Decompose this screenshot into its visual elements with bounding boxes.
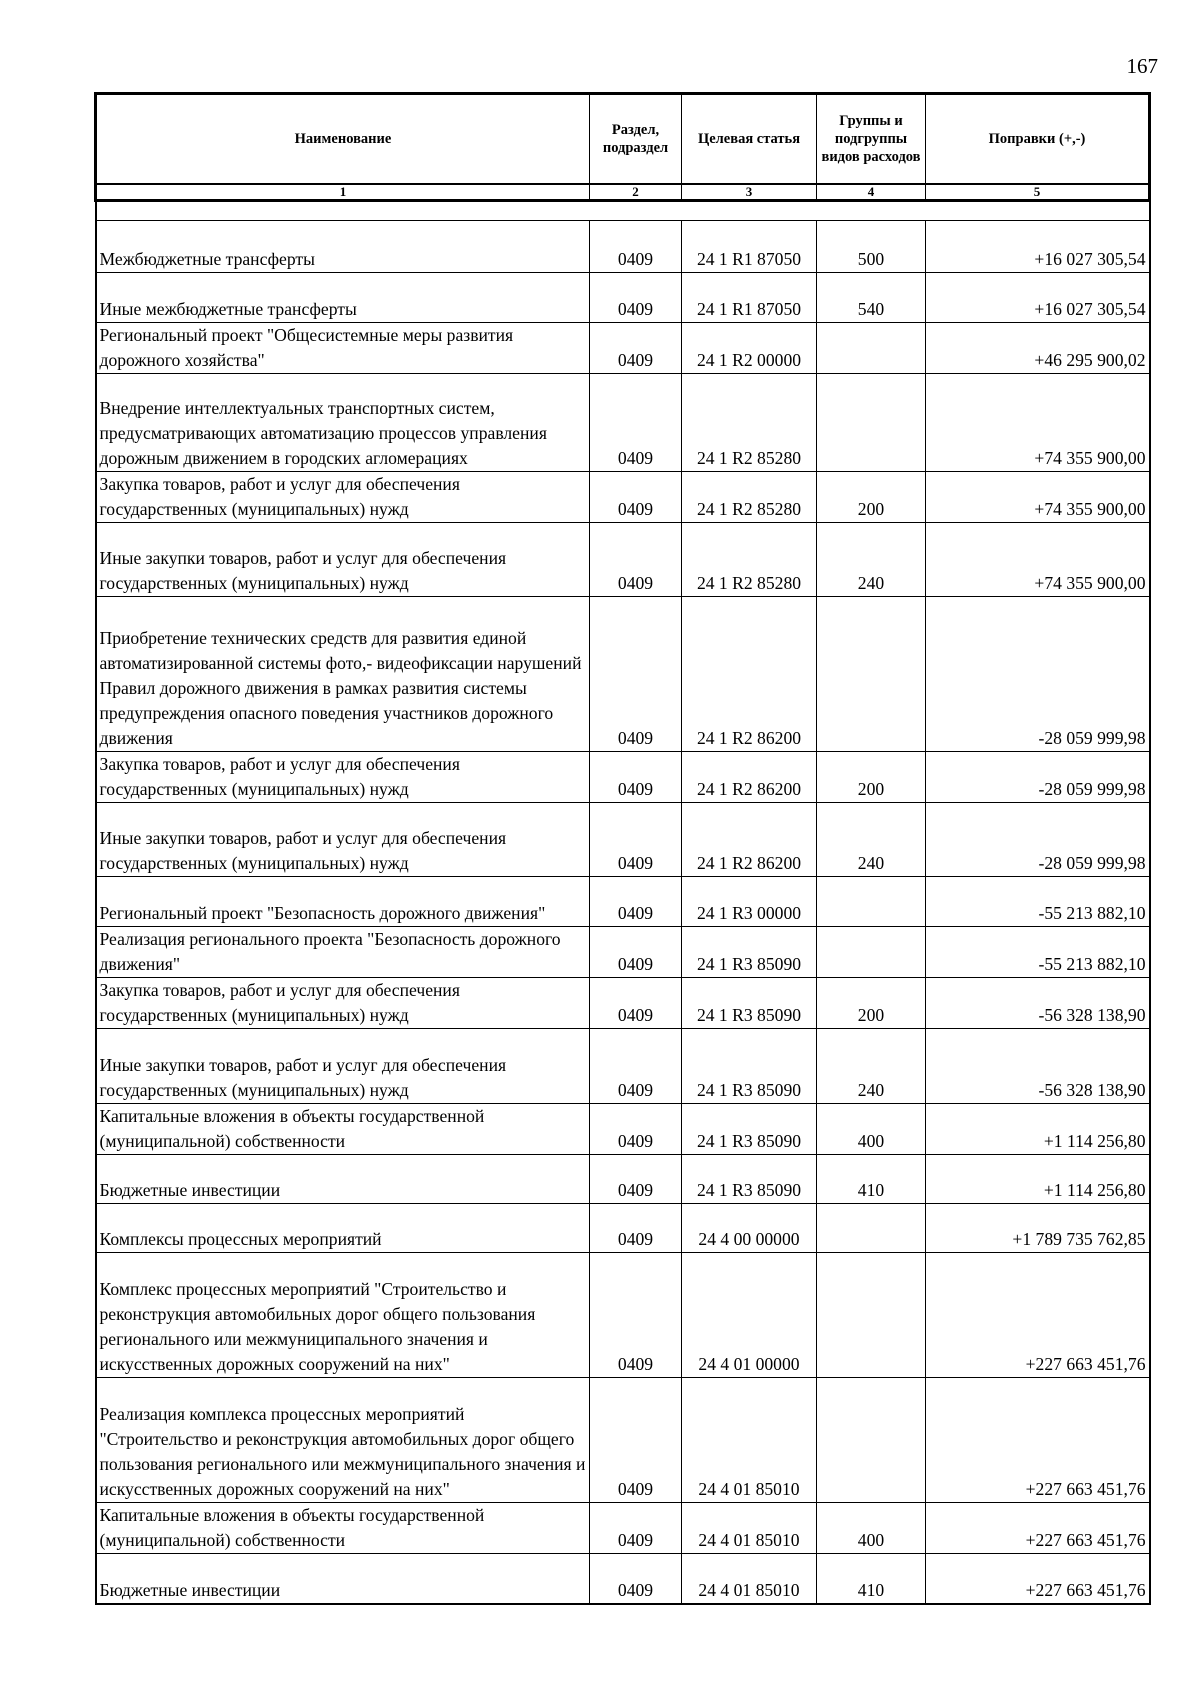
row-group [817, 374, 926, 472]
row-section: 0409 [590, 472, 682, 523]
row-article: 24 4 01 85010 [682, 1378, 817, 1503]
row-name: Внедрение интеллектуальных транспортных систем, предусматривающих автоматизацию процессов управления дорожным движением в городских агломерациях [96, 374, 590, 472]
row-section: 0409 [590, 927, 682, 978]
table-row [96, 323, 1150, 374]
row-section: 0409 [590, 877, 682, 927]
row-amount: +74 355 900,00 [926, 374, 1150, 472]
table-row [96, 374, 1150, 472]
row-article: 24 1 R3 85090 [682, 978, 817, 1029]
row-name: Иные закупки товаров, работ и услуг для обеспечения государственных (муниципальных) нужд [96, 1029, 590, 1104]
table-header-row [96, 94, 1150, 185]
row-amount: +227 663 451,76 [926, 1554, 1150, 1604]
row-section: 0409 [590, 273, 682, 323]
table-row [96, 803, 1150, 877]
row-section: 0409 [590, 523, 682, 597]
table-row [96, 752, 1150, 803]
row-amount: +16 027 305,54 [926, 221, 1150, 273]
row-group [817, 1253, 926, 1378]
row-article: 24 1 R2 86200 [682, 597, 817, 752]
header-amendments: Поправки (+,-) [926, 94, 1150, 185]
row-name: Капитальные вложения в объекты государственной (муниципальной) собственности [96, 1104, 590, 1155]
row-group [817, 1204, 926, 1253]
table-row [96, 978, 1150, 1029]
row-group: 240 [817, 803, 926, 877]
row-section: 0409 [590, 597, 682, 752]
row-name: Закупка товаров, работ и услуг для обеспечения государственных (муниципальных) нужд [96, 978, 590, 1029]
header-spacer [96, 201, 1150, 221]
row-section: 0409 [590, 1253, 682, 1378]
row-section: 0409 [590, 374, 682, 472]
table-row [96, 1204, 1150, 1253]
row-article: 24 1 R2 86200 [682, 803, 817, 877]
row-amount: -28 059 999,98 [926, 803, 1150, 877]
table-row [96, 597, 1150, 752]
column-number: 4 [817, 184, 926, 201]
row-section: 0409 [590, 978, 682, 1029]
table-row [96, 1253, 1150, 1378]
header-article: Целевая статья [682, 94, 817, 185]
row-article: 24 4 01 85010 [682, 1554, 817, 1604]
row-article: 24 1 R3 85090 [682, 1029, 817, 1104]
table-row [96, 1104, 1150, 1155]
row-name: Иные закупки товаров, работ и услуг для обеспечения государственных (муниципальных) нужд [96, 803, 590, 877]
row-section: 0409 [590, 1378, 682, 1503]
row-section: 0409 [590, 803, 682, 877]
row-article: 24 1 R1 87050 [682, 273, 817, 323]
row-article: 24 1 R3 85090 [682, 927, 817, 978]
row-article: 24 1 R2 85280 [682, 374, 817, 472]
row-amount: -56 328 138,90 [926, 978, 1150, 1029]
row-group: 500 [817, 221, 926, 273]
row-group: 410 [817, 1554, 926, 1604]
row-group: 540 [817, 273, 926, 323]
column-number: 1 [96, 184, 590, 201]
row-amount: +227 663 451,76 [926, 1253, 1150, 1378]
row-amount: -55 213 882,10 [926, 927, 1150, 978]
row-amount: +227 663 451,76 [926, 1378, 1150, 1503]
table-row [96, 523, 1150, 597]
row-article: 24 1 R2 00000 [682, 323, 817, 374]
table-body [96, 201, 1150, 1604]
row-name: Комплекс процессных мероприятий "Строительство и реконструкция автомобильных дорог общего пользования регионального или межмуниципального значения и искусственных дорожных сооружений на них" [96, 1253, 590, 1378]
row-name: Региональный проект "Общесистемные меры развития дорожного хозяйства" [96, 323, 590, 374]
row-group: 400 [817, 1503, 926, 1554]
row-group [817, 1378, 926, 1503]
row-article: 24 1 R1 87050 [682, 221, 817, 273]
row-group: 200 [817, 978, 926, 1029]
table-row [96, 927, 1150, 978]
column-number: 5 [926, 184, 1150, 201]
row-group: 240 [817, 1029, 926, 1104]
row-name: Иные межбюджетные трансферты [96, 273, 590, 323]
row-name: Межбюджетные трансферты [96, 221, 590, 273]
table-row [96, 221, 1150, 273]
row-amount: +1 789 735 762,85 [926, 1204, 1150, 1253]
header-name: Наименование [96, 94, 590, 185]
column-number-row [96, 184, 1150, 201]
row-amount: +74 355 900,00 [926, 472, 1150, 523]
row-name: Иные закупки товаров, работ и услуг для обеспечения государственных (муниципальных) нужд [96, 523, 590, 597]
table-row [96, 472, 1150, 523]
row-name: Капитальные вложения в объекты государственной (муниципальной) собственности [96, 1503, 590, 1554]
row-section: 0409 [590, 1104, 682, 1155]
row-amount: +1 114 256,80 [926, 1155, 1150, 1204]
row-amount: +74 355 900,00 [926, 523, 1150, 597]
row-name: Комплексы процессных мероприятий [96, 1204, 590, 1253]
row-group [817, 877, 926, 927]
row-article: 24 1 R3 85090 [682, 1155, 817, 1204]
row-amount: -55 213 882,10 [926, 877, 1150, 927]
row-name: Закупка товаров, работ и услуг для обеспечения государственных (муниципальных) нужд [96, 752, 590, 803]
row-group [817, 323, 926, 374]
row-article: 24 1 R3 85090 [682, 1104, 817, 1155]
row-section: 0409 [590, 1503, 682, 1554]
column-number: 2 [590, 184, 682, 201]
row-group: 400 [817, 1104, 926, 1155]
row-group [817, 597, 926, 752]
row-section: 0409 [590, 752, 682, 803]
row-section: 0409 [590, 221, 682, 273]
row-article: 24 1 R3 00000 [682, 877, 817, 927]
row-name: Реализация регионального проекта "Безопасность дорожного движения" [96, 927, 590, 978]
row-name: Приобретение технических средств для развития единой автоматизированной системы фото,- видеофиксации нарушений Правил дорожного движения в рамках развития системы предупреждения опасного поведения участников дорожного движения [96, 597, 590, 752]
table-row [96, 877, 1150, 927]
row-name: Реализация комплекса процессных мероприятий "Строительство и реконструкция автомобильных дорог общего пользования регионального или межмуниципального значения и искусственных дорожных сооружений на них" [96, 1378, 590, 1503]
row-amount: +46 295 900,02 [926, 323, 1150, 374]
row-amount: -28 059 999,98 [926, 752, 1150, 803]
row-amount: +227 663 451,76 [926, 1503, 1150, 1554]
row-name: Бюджетные инвестиции [96, 1554, 590, 1604]
row-amount: +1 114 256,80 [926, 1104, 1150, 1155]
row-amount: -28 059 999,98 [926, 597, 1150, 752]
row-amount: +16 027 305,54 [926, 273, 1150, 323]
row-section: 0409 [590, 1155, 682, 1204]
row-section: 0409 [590, 1554, 682, 1604]
row-group: 240 [817, 523, 926, 597]
header-section: Раздел, подраздел [590, 94, 682, 185]
row-group: 410 [817, 1155, 926, 1204]
column-number: 3 [682, 184, 817, 201]
table-row [96, 1554, 1150, 1604]
row-article: 24 4 00 00000 [682, 1204, 817, 1253]
table-row [96, 1029, 1150, 1104]
budget-table [94, 92, 1151, 1605]
table-row [96, 1378, 1150, 1503]
row-section: 0409 [590, 323, 682, 374]
row-name: Закупка товаров, работ и услуг для обеспечения государственных (муниципальных) нужд [96, 472, 590, 523]
header-groups: Группы и подгруппы видов расходов [817, 94, 926, 185]
row-group [817, 927, 926, 978]
row-group: 200 [817, 472, 926, 523]
row-article: 24 4 01 85010 [682, 1503, 817, 1554]
row-article: 24 4 01 00000 [682, 1253, 817, 1378]
row-article: 24 1 R2 85280 [682, 523, 817, 597]
row-section: 0409 [590, 1204, 682, 1253]
row-article: 24 1 R2 85280 [682, 472, 817, 523]
row-section: 0409 [590, 1029, 682, 1104]
row-amount: -56 328 138,90 [926, 1029, 1150, 1104]
row-name: Региональный проект "Безопасность дорожного движения" [96, 877, 590, 927]
table-row [96, 273, 1150, 323]
table-row [96, 1155, 1150, 1204]
row-name: Бюджетные инвестиции [96, 1155, 590, 1204]
row-group: 200 [817, 752, 926, 803]
row-article: 24 1 R2 86200 [682, 752, 817, 803]
table-row [96, 1503, 1150, 1554]
page-number: 167 [1126, 54, 1158, 78]
